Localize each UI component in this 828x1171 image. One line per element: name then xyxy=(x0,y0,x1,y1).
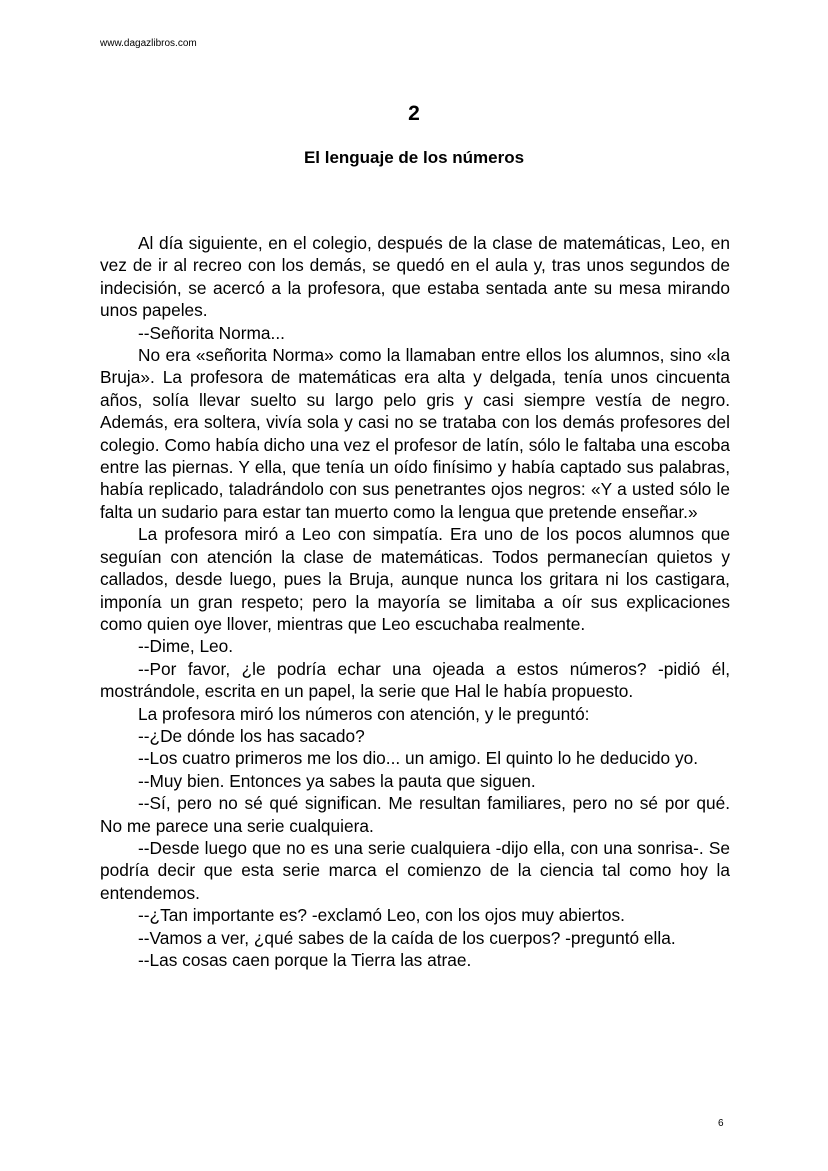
body-text xyxy=(100,232,730,971)
paragraph: --Dime, Leo. xyxy=(138,636,234,657)
chapter-number: 2 xyxy=(408,102,420,125)
paragraph: --¿Tan importante es? -exclamó Leo, con los ojos muy abiertos. xyxy=(138,905,625,926)
header-url: www.dagazlibros.com xyxy=(100,38,197,49)
paragraph: La profesora miró los números con atención, y le preguntó: xyxy=(138,703,590,724)
paragraph: --Señorita Norma... xyxy=(138,322,285,343)
paragraph: --Sí, pero no sé qué significan. Me resultan familiares, pero no sé por qué. No me parece una serie cualquiera. xyxy=(100,793,730,836)
paragraph: --Muy bien. Entonces ya sabes la pauta que siguen. xyxy=(138,770,536,791)
paragraph: --Los cuatro primeros me los dio... un amigo. El quinto lo he deducido yo. xyxy=(138,748,699,769)
page-number: 6 xyxy=(718,1118,724,1129)
chapter-title: El lenguaje de los números xyxy=(303,148,525,167)
paragraph: --Desde luego que no es una serie cualquiera -dijo ella, con una sonrisa-. Se podría decir que esta serie marca el comienzo de la ciencia tal como hoy la entendemos. xyxy=(100,837,730,903)
paragraph: No era «señorita Norma» como la llamaban entre ellos los alumnos, sino «la Bruja». La profesora de matemáticas era alta y delgada, tenía unos cincuenta años, solía llevar suelto su largo pelo gris y casi siempre vestía de negro. Además, era soltera, vivía sola y casi no se trataba con los demás profesores del colegio. Como había dicho una vez el profesor de latín, sólo le faltaba una escoba entre las piernas. Y ella, que tenía un oído finísimo y había captado sus palabras, había replicado, taladrándolo con sus penetrantes ojos negros: «Y a usted sólo le falta un sudario para estar tan muerto como la lengua que pretende enseñar.» xyxy=(100,345,730,522)
paragraph: Al día siguiente, en el colegio, después de la clase de matemáticas, Leo, en vez de ir al recreo con los demás, se quedó en el aula y, tras unos segundos de indecisión, se acercó a la profesora, que estaba sentada ante su mesa mirando unos papeles. xyxy=(100,233,730,321)
paragraph: --Las cosas caen porque la Tierra las atrae. xyxy=(138,950,472,970)
paragraph: La profesora miró a Leo con simpatía. Era uno de los pocos alumnos que seguían con atención la clase de matemáticas. Todos permanecían quietos y callados, desde luego, pues la Bruja, aunque nunca los gritara ni los castigara, imponía un gran respeto; pero la mayoría se limitaba a oír sus explicaciones como quien oye llover, mientras que Leo escuchaba realmente. xyxy=(100,524,730,634)
paragraph: --¿De dónde los has sacado? xyxy=(138,725,365,746)
paragraph: --Vamos a ver, ¿qué sabes de la caída de los cuerpos? -preguntó ella. xyxy=(138,927,676,948)
paragraph: --Por favor, ¿le podría echar una ojeada a estos números? -pidió él, mostrándole, escrita en un papel, la serie que Hal le había propuesto. xyxy=(100,658,730,702)
